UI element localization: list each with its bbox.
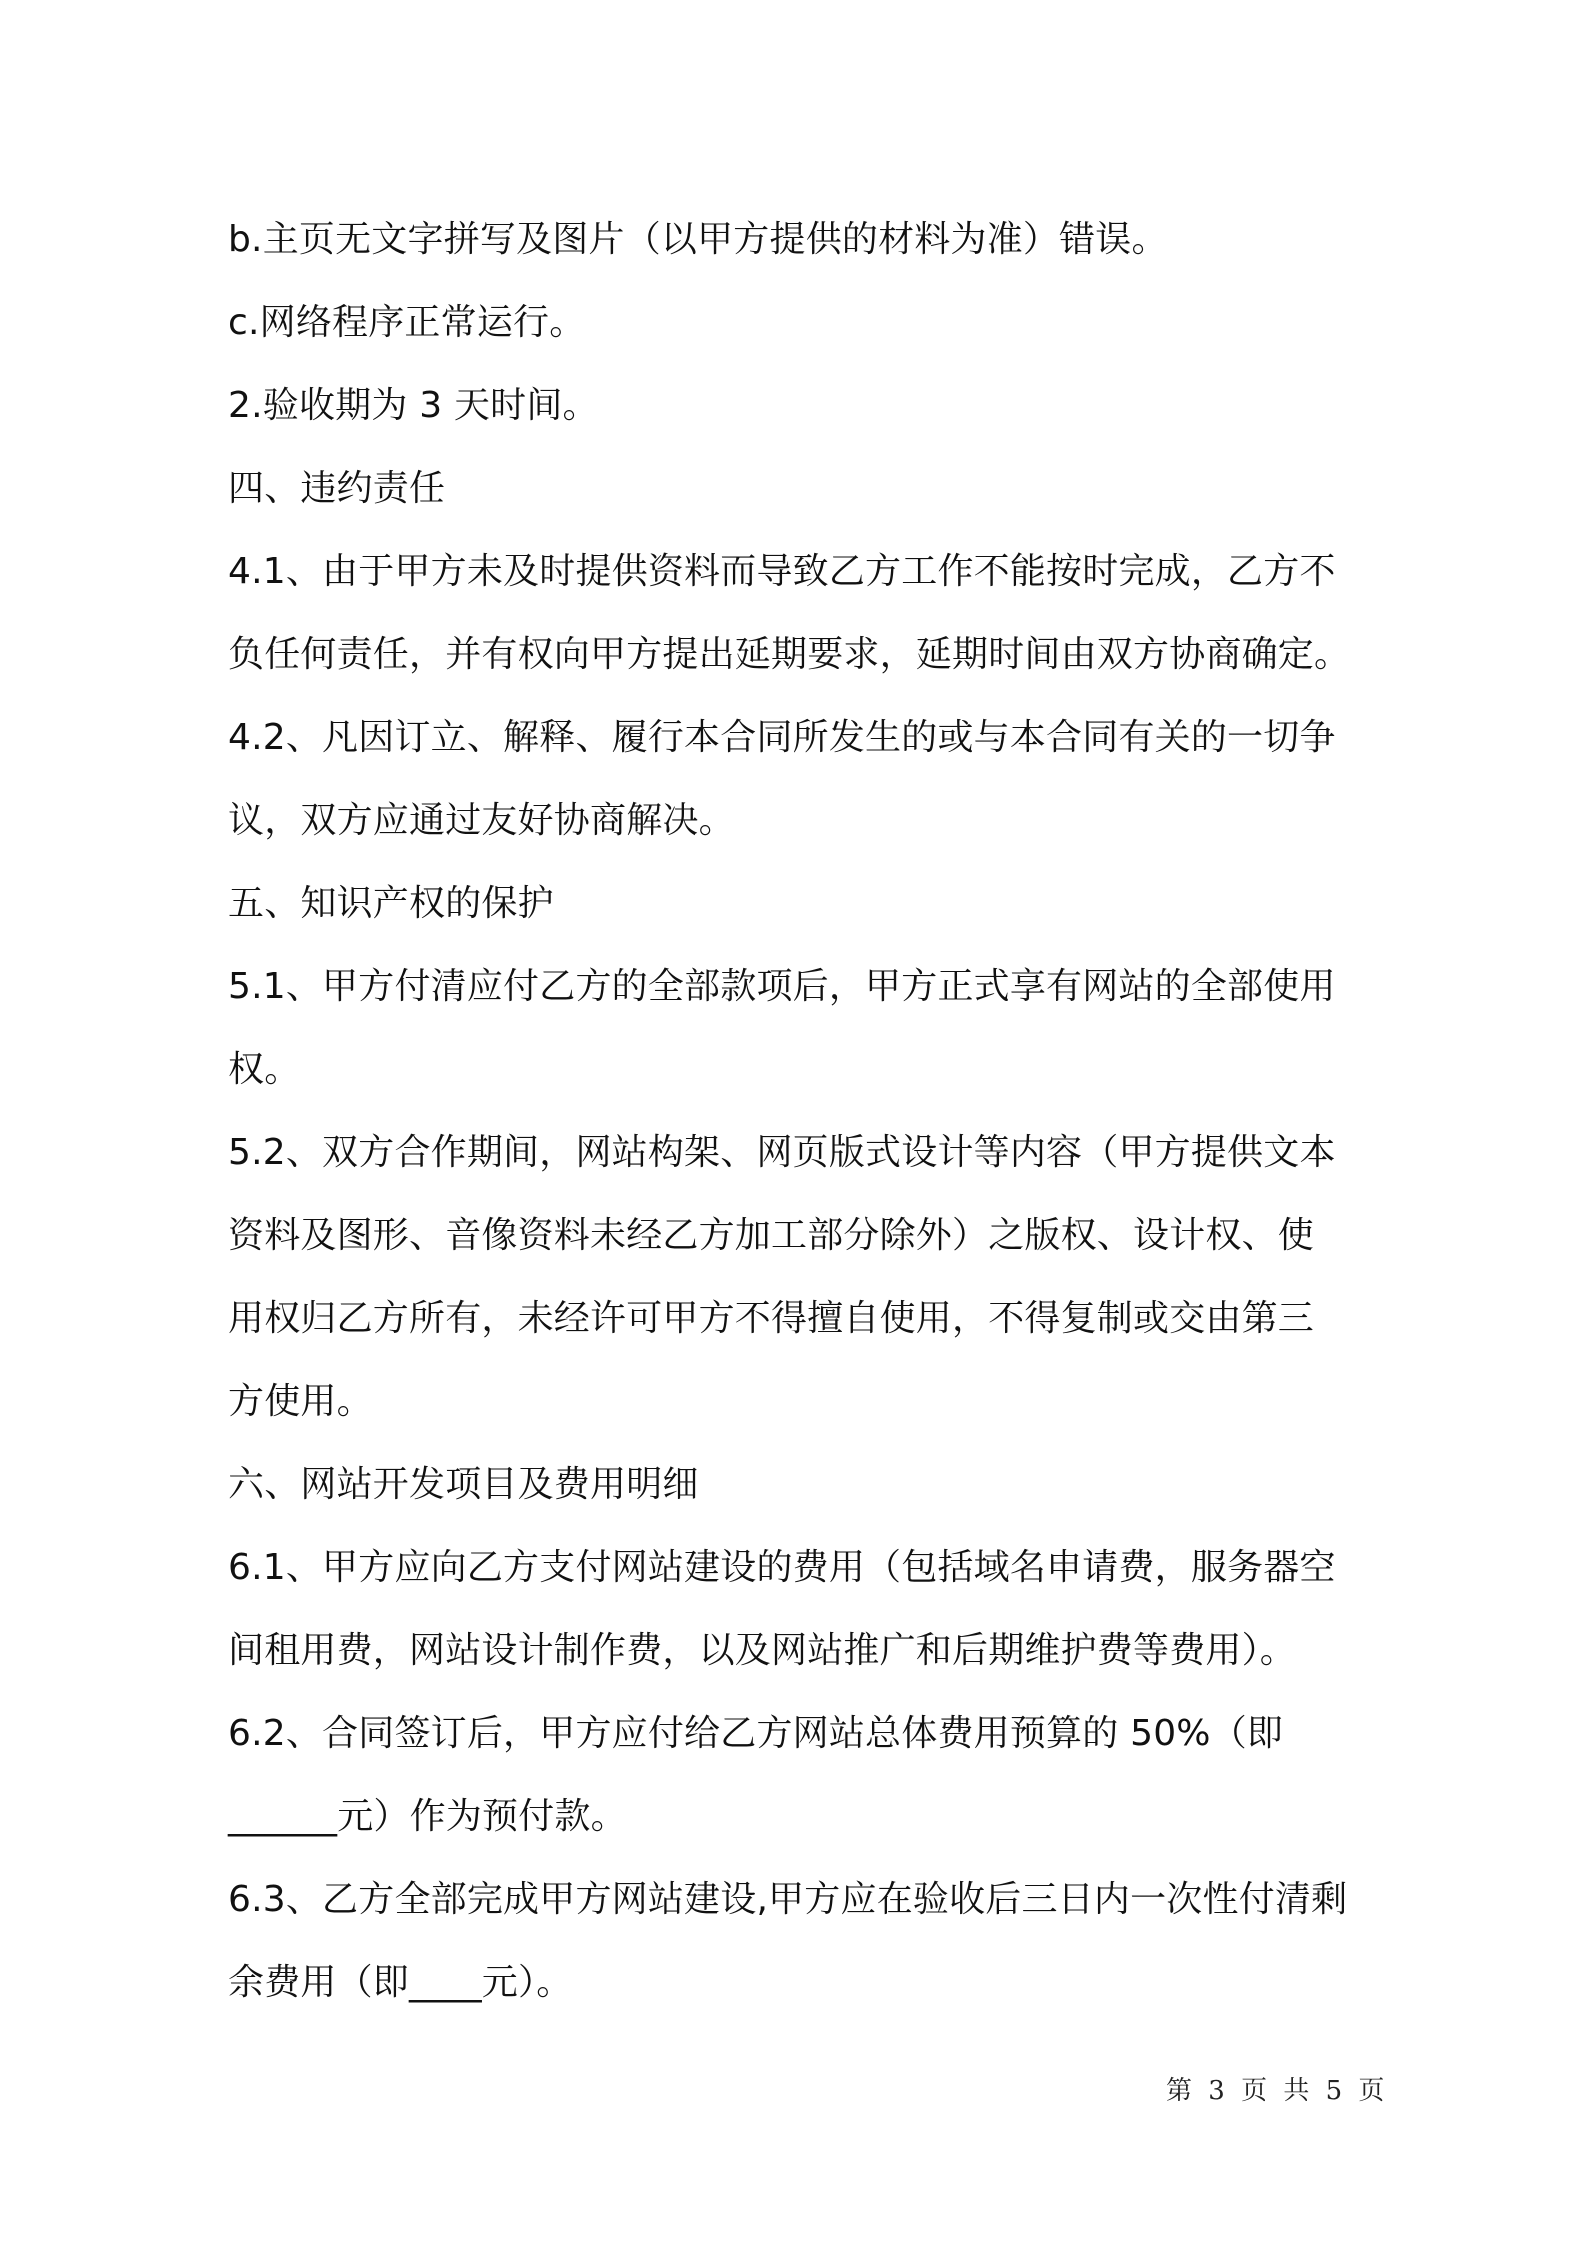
section-heading: 五、知识产权的保护 [228, 883, 554, 924]
text-line: 用权归乙方所有，未经许可甲方不得擅自使用，不得复制或交由第三 [228, 1298, 1315, 1339]
page-number-footer: 第 3 页 共 5 页 [1166, 2076, 1389, 2106]
text-line: 6.3、乙方全部完成甲方网站建设,甲方应在验收后三日内一次性付清剩 [228, 1879, 1348, 1920]
text-line: c.网络程序正常运行。 [228, 302, 586, 343]
text-line: 负任何责任，并有权向甲方提出延期要求，延期时间由双方协商确定。 [228, 634, 1351, 675]
text-line: 权。 [228, 1049, 301, 1090]
text-line: 5.1、甲方付清应付乙方的全部款项后，甲方正式享有网站的全部使用 [228, 966, 1336, 1007]
text-line: 议，双方应通过友好协商解决。 [228, 800, 735, 841]
text-line: 4.1、由于甲方未及时提供资料而导致乙方工作不能按时完成，乙方不 [228, 551, 1336, 592]
text-line: 资料及图形、音像资料未经乙方加工部分除外）之版权、设计权、使 [228, 1215, 1315, 1256]
text-line: b.主页无文字拼写及图片（以甲方提供的材料为准）错误。 [228, 219, 1168, 260]
text-line: 4.2、凡因订立、解释、履行本合同所发生的或与本合同有关的一切争 [228, 717, 1336, 758]
text-line: ______元）作为预付款。 [228, 1796, 627, 1837]
text-line: 2.验收期为 3 天时间。 [228, 385, 599, 426]
text-line: 方使用。 [228, 1381, 373, 1422]
document-body [228, 198, 1378, 2024]
section-heading: 六、网站开发项目及费用明细 [228, 1464, 699, 1505]
text-line: 5.2、双方合作期间，网站构架、网页版式设计等内容（甲方提供文本 [228, 1132, 1336, 1173]
text-line: 余费用（即____元）。 [228, 1962, 573, 2003]
text-line: 6.1、甲方应向乙方支付网站建设的费用（包括域名申请费，服务器空 [228, 1547, 1336, 1588]
text-line: 间租用费，网站设计制作费，以及网站推广和后期维护费等费用）。 [228, 1630, 1297, 1671]
text-line: 6.2、合同签订后，甲方应付给乙方网站总体费用预算的 50%（即 [228, 1713, 1284, 1754]
section-heading: 四、违约责任 [228, 468, 446, 509]
